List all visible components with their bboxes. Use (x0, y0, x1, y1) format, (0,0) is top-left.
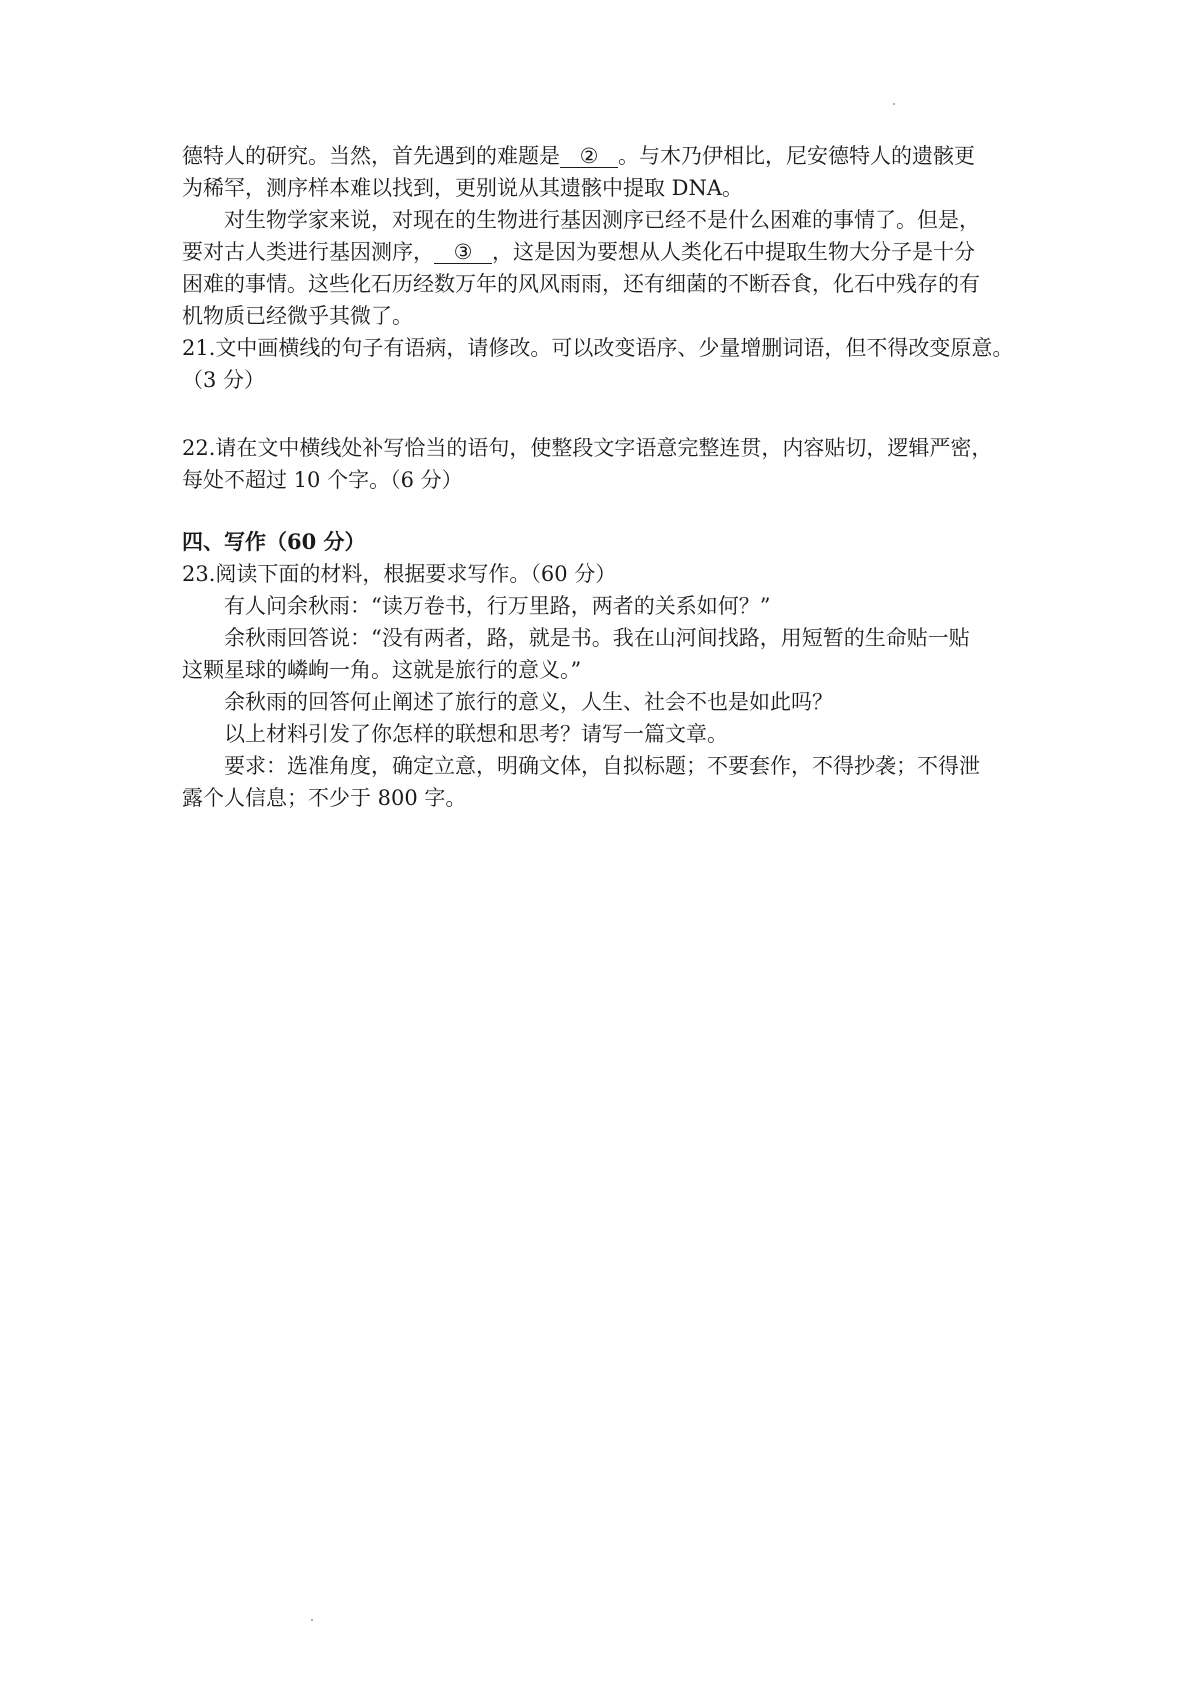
passage-text: ，这是因为要想从人类化石中提取生物大分子是十分 (492, 240, 975, 264)
material-line-4: 余秋雨的回答何止阐述了旅行的意义，人生、社会不也是如此吗？ (224, 690, 833, 714)
material-line-3: 这颗星球的嶙峋一角。这就是旅行的意义。” (182, 658, 582, 682)
question-22-cont: 每处不超过 10 个字。（6 分） (182, 468, 463, 492)
section-gap (182, 496, 1022, 526)
answer-space-21 (182, 396, 1022, 432)
requirements-line-2: 露个人信息；不少于 800 字。 (182, 786, 467, 810)
passage-line-4 (182, 236, 1022, 268)
blank-2: ② (560, 145, 618, 168)
passage-line-6: 机物质已经微乎其微了。 (182, 304, 413, 328)
passage-line-5: 困难的事情。这些化石历经数万年的风风雨雨，还有细菌的不断吞食，化石中残存的有 (182, 272, 980, 296)
question-22: 22.请在文中横线处补写恰当的语句，使整段文字语意完整连贯，内容贴切，逻辑严密， (182, 436, 993, 460)
requirements-line-1: 要求：选准角度，确定立意，明确文体，自拟标题；不要套作，不得抄袭；不得泄 (224, 754, 980, 778)
passage-text: 要对古人类进行基因测序， (182, 240, 434, 264)
question-21-points: （3 分） (182, 368, 266, 392)
blank-3: ③ (434, 241, 492, 264)
passage-line-1 (182, 140, 1022, 172)
material-line-1: 有人问余秋雨：“读万卷书，行万里路，两者的关系如何？” (224, 594, 771, 618)
passage-text: 德特人的研究。当然，首先遇到的难题是 (182, 144, 560, 168)
question-23: 23.阅读下面的材料，根据要求写作。（60 分） (182, 562, 617, 586)
prompt-line: 以上材料引发了你怎样的联想和思考？请写一篇文章。 (224, 722, 728, 746)
material-line-2: 余秋雨回答说：“没有两者，路，就是书。我在山河间找路，用短暂的生命贴一贴 (224, 626, 970, 650)
section-heading-writing: 四、写作（60 分） (182, 529, 366, 554)
question-21: 21.文中画横线的句子有语病，请修改。可以改变语序、少量增删词语，但不得改变原意。 (182, 336, 1014, 360)
scan-speck-bottom (311, 1619, 313, 1621)
passage-line-3: 对生物学家来说，对现在的生物进行基因测序已经不是什么困难的事情了。但是， (224, 208, 980, 232)
passage-text: 。与木乃伊相比，尼安德特人的遗骸更 (618, 144, 975, 168)
passage-line-2: 为稀罕，测序样本难以找到，更别说从其遗骸中提取 DNA。 (182, 176, 744, 200)
exam-page (182, 140, 1022, 814)
scan-speck-top (893, 103, 895, 105)
